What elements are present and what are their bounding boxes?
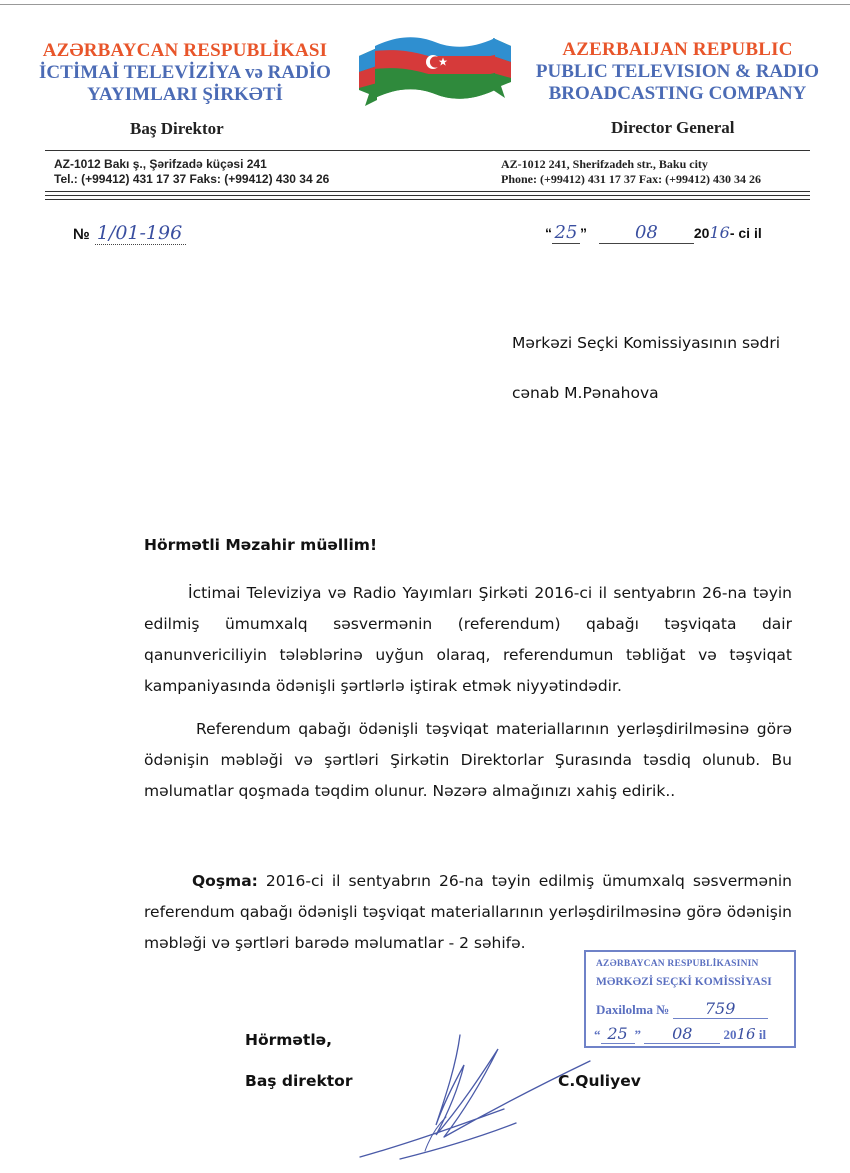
header-divider-bottom-1: [45, 191, 810, 192]
address-left: [54, 157, 474, 187]
reference-no-label: №: [73, 226, 90, 243]
letter-date: “ 25 ” 08 2016- ci il: [545, 222, 762, 243]
signer-name: C.Quliyev: [558, 1072, 641, 1090]
stamp-incoming-label: Daxilolma №: [596, 1002, 670, 1017]
header-left-role: Baş Direktor: [130, 119, 224, 138]
address-left-street: AZ-1012 Bakı ş., Şərifzadə küçəsi 241: [54, 157, 267, 171]
attachment-label: Qoşma:: [192, 872, 258, 890]
recipient-line1: Mərkəzi Seçki Komissiyasının sədri: [512, 334, 781, 352]
date-month: 08: [599, 222, 694, 244]
signature-icon: [340, 1025, 660, 1169]
flag-emblem-icon: [355, 28, 515, 110]
stamp-incoming: [596, 999, 768, 1019]
header-right-line3: BROADCASTING COMPANY: [548, 83, 807, 104]
closing: Hörmətlə,: [245, 1031, 333, 1049]
date-day: 25: [552, 222, 580, 244]
reference-no-value: 1/01-196: [95, 222, 186, 245]
stamp-line2: MƏRKƏZİ SEÇKİ KOMİSSİYASI: [596, 976, 772, 988]
date-suffix: - ci il: [729, 225, 762, 241]
header-divider-bottom-3: [45, 199, 810, 200]
header-left-line3: YAYIMLARI ŞİRKƏTİ: [87, 84, 283, 105]
attachment-text: 2016-ci il sentyabrın 26-na təyin edilmiş ümumxalq səsvermənin referendum qabağı ödənişli təşviqat materiallarının yerləşdirilməsinə görə ödənişin məbləği və şərtləri barədə məlumatlar - 2 səhifə.: [144, 872, 792, 952]
stamp-year-prefix: 20: [723, 1027, 737, 1042]
stamp-month: 08: [644, 1024, 720, 1044]
paragraph-2: Referendum qabağı ödənişli təşviqat materiallarının yerləşdirilməsinə görə ödənişin məbləği və şərtləri Şirkətin Direktorlar Şurasında təsdiq olunub. Bu məlumatlar qoşmada təqdim olunur. Nəzərə almağınızı xahiş edirik..: [144, 720, 792, 800]
date-year-prefix: 20: [693, 225, 710, 241]
reference-number: [73, 222, 186, 245]
address-left-phone: Tel.: (+99412) 431 17 37 Faks: (+99412) 430 34 26: [54, 172, 330, 186]
signer-title: Baş direktor: [245, 1072, 353, 1090]
attachment: [144, 866, 792, 959]
stamp-year-suffix: il: [758, 1027, 767, 1042]
header-divider-bottom-2: [45, 195, 810, 196]
top-edge-line: [0, 4, 850, 5]
header-right-line1: AZERBAIJAN REPUBLIC: [562, 39, 793, 60]
address-right-phone: Phone: (+99412) 431 17 37 Fax: (+99412) 430 34 26: [501, 172, 761, 186]
header-right: [520, 39, 835, 105]
header-right-role: Director General: [611, 118, 735, 137]
address-right-street: AZ-1012 241, Sherifzadeh str., Baku city: [501, 157, 708, 171]
stamp-incoming-no: 759: [673, 999, 768, 1019]
stamp-day: 25: [601, 1024, 635, 1044]
date-year-hand: 16: [709, 223, 730, 242]
stamp-date: “ 25 ” 08 2016 il: [594, 1024, 767, 1043]
header-right-line2: PUBLIC TELEVISION & RADIO: [535, 61, 820, 82]
header-left-line1: AZƏRBAYCAN RESPUBLİKASI: [42, 40, 328, 61]
salutation: Hörmətli Məzahir müəllim!: [144, 536, 378, 554]
header-left-line2: İCTİMAİ TELEVİZİYA və RADİO: [39, 62, 331, 83]
paragraph-1: İctimai Televiziya və Radio Yayımları Şirkəti 2016-ci il sentyabrın 26-na təyin edilmiş ümumxalq səsvermənin (referendum) qabağı təşviqata dair qanunvericiliyin tələblərinə uyğun olaraq, referendumun təbliğat və təşviqat kampaniyasında ödənişli şərtlərlə iştirak etmək niyyətindədir.: [144, 584, 792, 695]
address-right: [501, 157, 821, 187]
stamp-year-hand: 16: [736, 1025, 756, 1043]
header-divider-top: [45, 150, 810, 151]
recipient-line2: cənab M.Pənahova: [512, 384, 659, 402]
header-left: [20, 40, 350, 106]
stamp-line1: AZƏRBAYCAN RESPUBLİKASININ: [596, 959, 759, 969]
